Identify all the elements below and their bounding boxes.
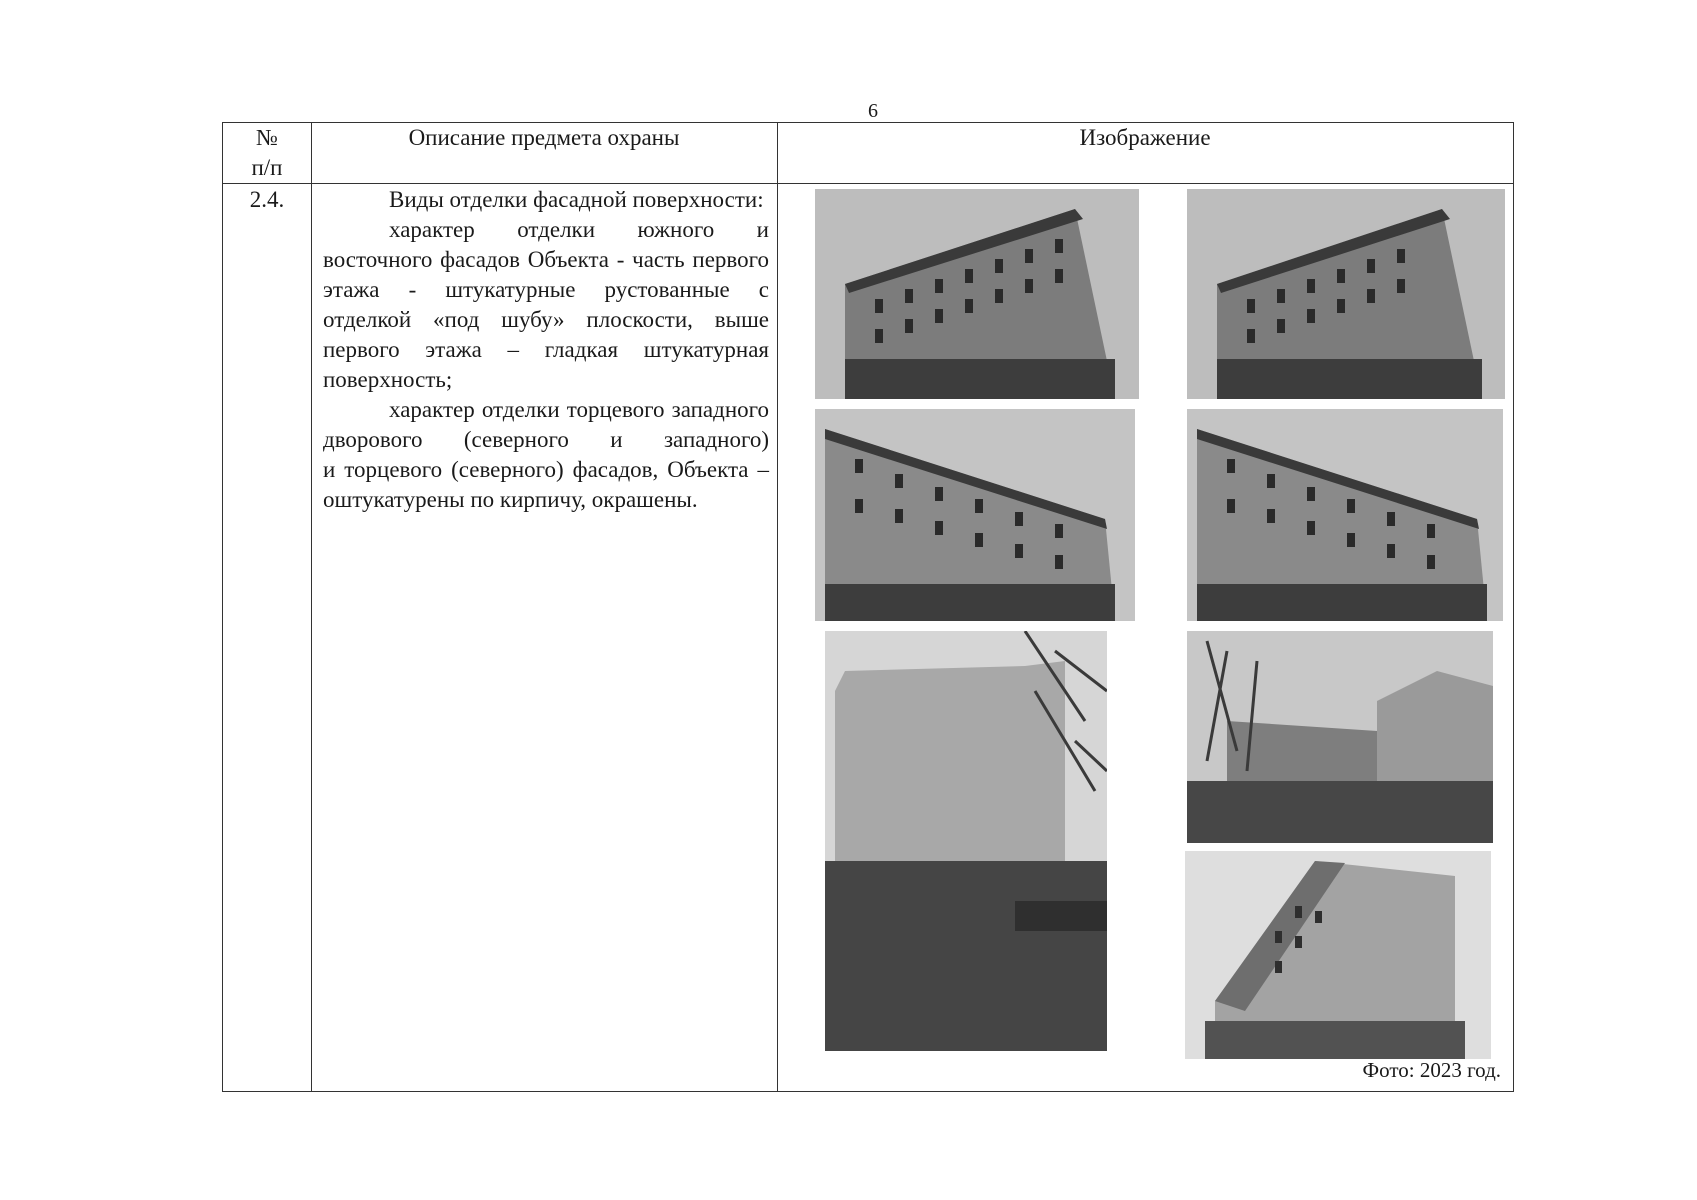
building-photo-south-east-4	[1187, 409, 1503, 621]
description-paragraph: характер отделки южного и восточного фасадов Объекта - часть первого этажа - штукатурные рустованные с отделкой «под шубу» плоскости, выше первого этажа – гладкая штукатурная поверхность;	[323, 217, 769, 392]
description-paragraph: Виды отделки фасадной поверхности:	[389, 187, 764, 212]
row-number: 2.4.	[249, 187, 285, 212]
description-paragraph: и торцевого (северного) фасадов, Объекта – оштукатурены по кирпичу, окрашены.	[323, 457, 769, 512]
header-image: Изображение	[1079, 125, 1211, 150]
building-photo-south-east-2	[1187, 189, 1505, 399]
header-description: Описание предмета охраны	[408, 125, 680, 150]
building-photo-north	[1185, 851, 1491, 1059]
column-divider	[311, 123, 312, 1091]
page-number: 6	[868, 100, 878, 122]
description-text	[323, 185, 769, 515]
building-photo-courtyard	[1187, 631, 1493, 843]
header-divider	[223, 183, 1513, 184]
building-photo-south-east-1	[815, 189, 1139, 399]
photo-caption: Фото: 2023 год.	[1362, 1058, 1501, 1082]
protection-table	[222, 122, 1514, 1092]
column-divider	[777, 123, 778, 1091]
building-photo-end-facade	[825, 631, 1107, 1051]
description-paragraph: характер отделки торцевого западного дворового (северного и западного)	[323, 397, 769, 452]
building-photo-south-east-3	[815, 409, 1135, 621]
header-num: № п/п	[251, 125, 283, 180]
